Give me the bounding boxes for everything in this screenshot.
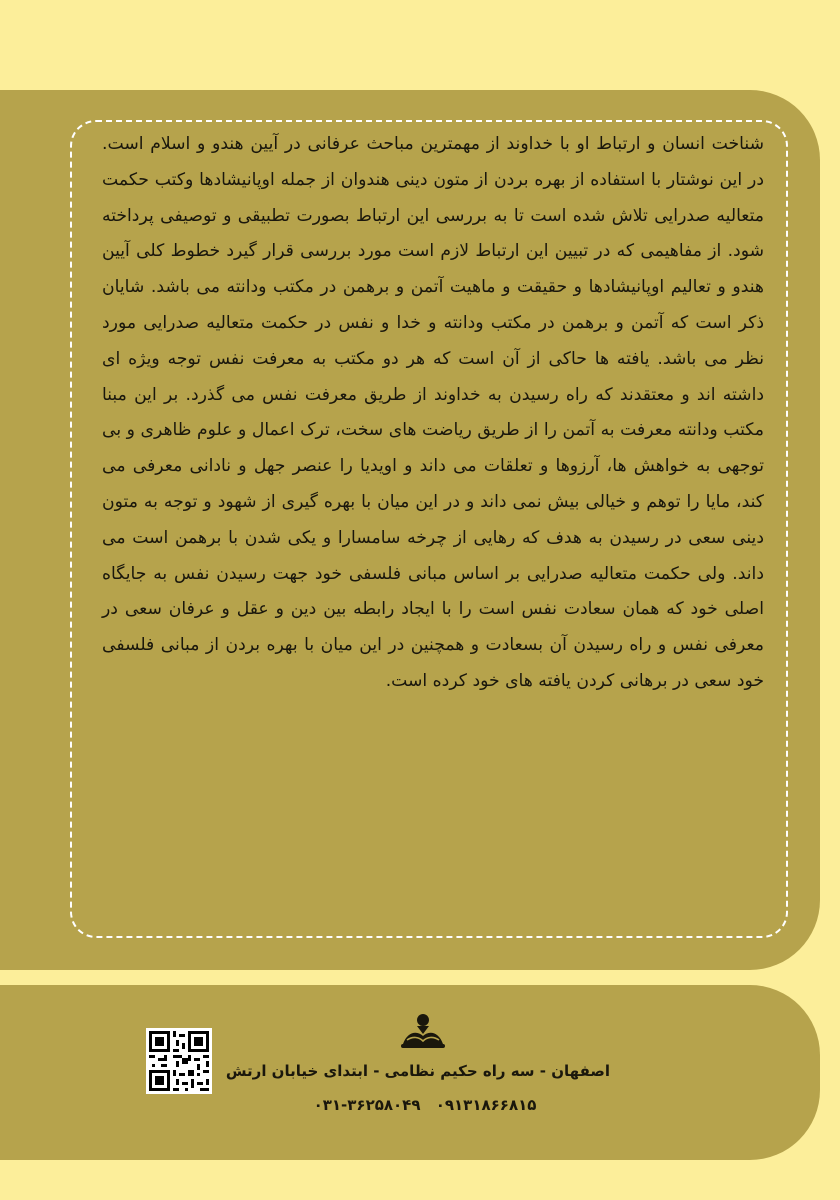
qr-code-icon <box>146 1028 212 1094</box>
publisher-logo-graphic <box>397 1010 449 1052</box>
publisher-address: اصفهان - سه راه حکیم نظامی - ابتدای خیابان ارتش <box>225 1062 610 1080</box>
body-paragraph: شناخت انسان و ارتباط او با خداوند از مهمترین مباحث عرفانی در آیین هندو و اسلام است. در این نوشتار با استفاده از بهره بردن از متون دینی هندوان از جمله اوپانیشادها وکتب حکمت متعالیه صدرایی تلاش شده است تا به بررسی این ارتباط بصورت تطبیقی و توصیفی پرداخته شود. از مفاهیمی که در تبیین این ارتباط لازم است مورد بررسی قرار گیرد خطوط کلی آیین هندو و تعالیم اوپانیشادها و حقیقت و ماهیت آتمن و برهمن در مکتب ودانته می باشد. شایان ذکر است که آتمن و برهمن در مکتب ودانته و خدا و نفس در حکمت متعالیه صدرایی مورد نظر می باشد. یافته ها حاکی از آن است که هر دو مکتب به معرفت نفس توجه ویژه ای داشته اند و معتقدند که راه رسیدن به خداوند از طریق معرفت نفس می گذرد. بر این مبنا مکتب ودانته معرفت به آتمن را از طریق ریاضت های سخت، ترک اعمال و علوم ظاهری و بی توجهی به خواهش ها، آرزوها و تعلقات می داند و اویدیا را عنصر جهل و نادانی معرفی می کند، مایا را توهم و خیالی بیش نمی داند و در این میان با بهره گیری از شهود و توجه به متون دینی سعی در رسیدن به هدف که رهایی از چرخه سامسارا و یکی شدن با برهمن است می داند. ولی حکمت متعالیه صدرایی بر اساس مبانی فلسفی خود جهت رسیدن نفس به جایگاه اصلی خود که همان سعادت نفس است را با ایجاد رابطه بین دین و عقل و عرفان سعی در معرفی نفس و راه رسیدن آن بسعادت و همچنین در این میان با بهره بردن از مبانی فلسفی خود سعی در برهانی کردن یافته های خود کرده است. <box>102 134 764 691</box>
publisher-logo-icon <box>397 1010 449 1052</box>
qr-code-graphic <box>146 1028 212 1094</box>
publisher-phones: ۰۳۱-۳۶۲۵۸۰۴۹ ۰۹۱۳۱۸۶۶۸۱۵ <box>313 1096 537 1114</box>
